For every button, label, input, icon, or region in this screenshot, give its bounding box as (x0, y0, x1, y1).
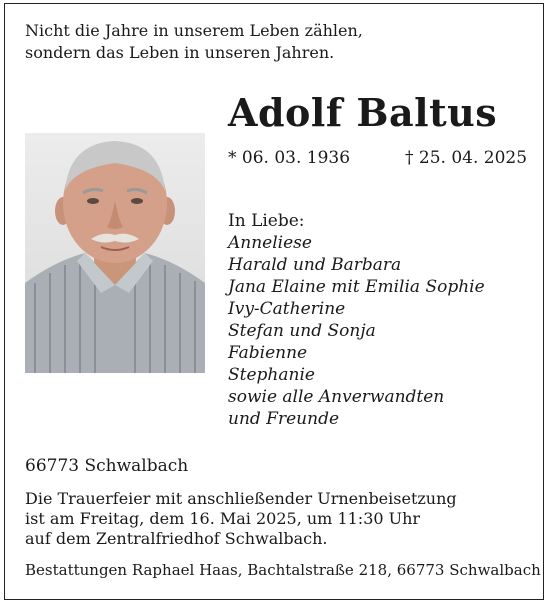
service-line: auf dem Zentralfriedhof Schwalbach. (25, 529, 328, 548)
service-line: ist am Freitag, dem 16. Mai 2025, um 11:30 Uhr (25, 509, 421, 528)
mourner-name: sowie alle Anverwandten (228, 387, 445, 407)
birth-date: * 06. 03. 1936 (228, 148, 351, 168)
mourners-intro: In Liebe: (228, 211, 305, 231)
quote-line: Nicht die Jahre in unserem Leben zählen, (25, 21, 363, 40)
mourner-name: Stefan und Sonja (228, 321, 376, 341)
mourner-name: Jana Elaine mit Emilia Sophie (228, 277, 485, 297)
service-info (25, 489, 457, 549)
mourner-name: Stephanie (228, 365, 315, 385)
city-line: 66773 Schwalbach (25, 456, 189, 476)
mourner-name: Fabienne (228, 343, 308, 363)
mourner-name: und Freunde (228, 409, 340, 429)
portrait-photo (25, 133, 205, 373)
funeral-home: Bestattungen Raphael Haas, Bachtalstraße 218, 66773 Schwalbach (25, 561, 541, 579)
mourner-name: Ivy-Catherine (228, 299, 346, 319)
deceased-name: Adolf Baltus (228, 90, 498, 135)
mourners-list (228, 210, 485, 430)
memorial-quote (25, 20, 363, 64)
service-line: Die Trauerfeier mit anschließender Urnenbeisetzung (25, 489, 457, 508)
death-date: † 25. 04. 2025 (405, 148, 528, 168)
mourner-name: Harald und Barbara (228, 255, 402, 275)
mourner-name: Anneliese (228, 233, 312, 253)
quote-line: sondern das Leben in unseren Jahren. (25, 43, 335, 62)
